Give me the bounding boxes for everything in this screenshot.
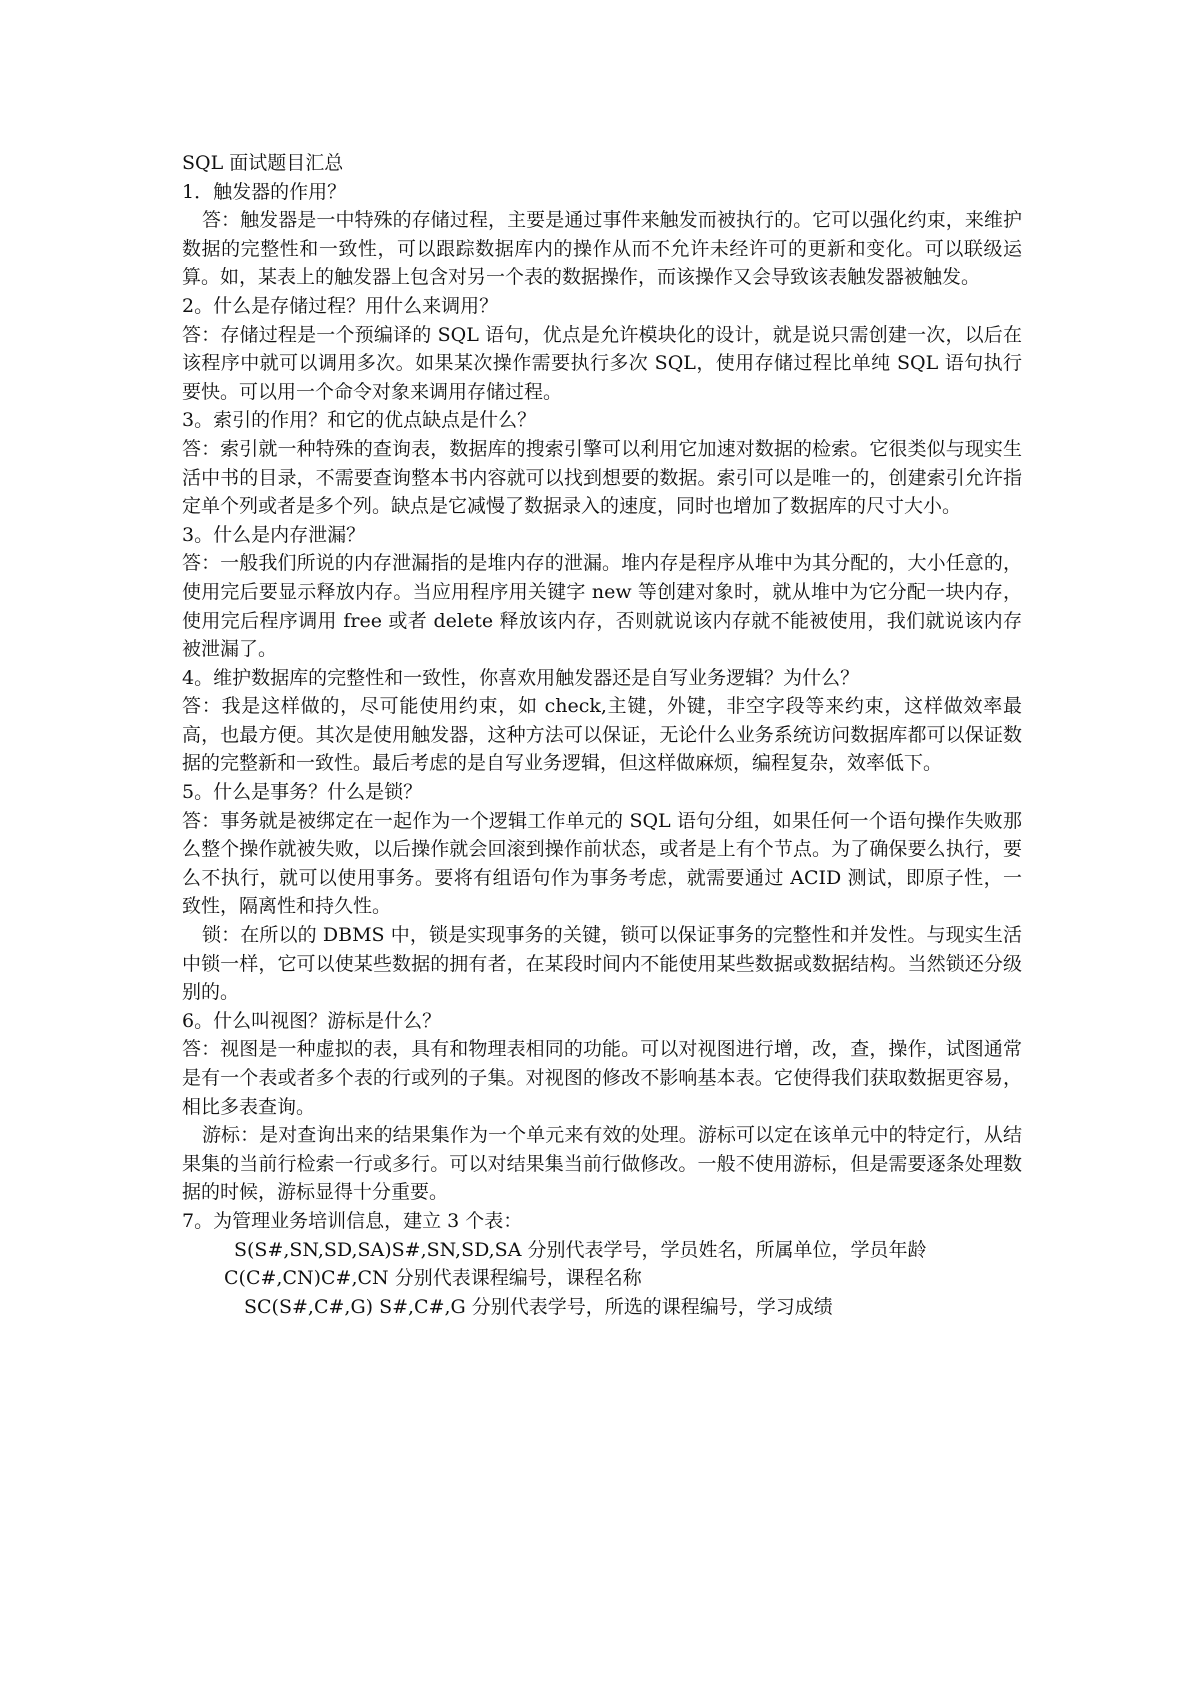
answer-2: 答：存储过程是一个预编译的 SQL 语句，优点是允许模块化的设计，就是说只需创建一次，以后在该程序中就可以调用多次。如果某次操作需要执行多次 SQL，使用存储过程比单纯 SQL 语句执行要快。可以用一个命令对象来调用存储过程。	[182, 323, 1022, 403]
question-6: 6。什么叫视图？游标是什么？	[182, 1009, 442, 1032]
table-s-definition: S(S#,SN,SD,SA)S#,SN,SD,SA 分别代表学号，学员姓名，所属单位，学员年龄	[234, 1238, 927, 1261]
question-4: 4。维护数据库的完整性和一致性，你喜欢用触发器还是自写业务逻辑？为什么？	[182, 666, 860, 689]
document-page	[182, 149, 1022, 1321]
question-3b: 3。什么是内存泄漏？	[182, 523, 366, 546]
answer-5-transaction: 答：事务就是被绑定在一起作为一个逻辑工作单元的 SQL 语句分组，如果任何一个语句操作失败那么整个操作就被失败，以后操作就会回滚到操作前状态，或者是上有个节点。为了确保要么执行，要么不执行，就可以使用事务。要将有组语句作为事务考虑，就需要通过 ACID 测试，即原子性，一致性，隔离性和持久性。	[182, 809, 1022, 918]
document-title: SQL 面试题目汇总	[182, 152, 344, 174]
answer-4: 答：我是这样做的，尽可能使用约束，如 check,主键，外键，非空字段等来约束，这样做效率最高，也最方便。其次是使用触发器，这种方法可以保证，无论什么业务系统访问数据库都可以保证数据的完整新和一致性。最后考虑的是自写业务逻辑，但这样做麻烦，编程复杂，效率低下。	[182, 695, 1022, 775]
question-5: 5。什么是事务？什么是锁？	[182, 781, 423, 804]
answer-6-view: 答：视图是一种虚拟的表，具有和物理表相同的功能。可以对视图进行增，改，查，操作，试图通常是有一个表或者多个表的行或列的子集。对视图的修改不影响基本表。它使得我们获取数据更容易，相比多表查询。	[182, 1038, 1022, 1118]
table-c-definition: C(C#,CN)C#,CN 分别代表课程编号，课程名称	[224, 1267, 642, 1290]
question-7: 7。为管理业务培训信息，建立 3 个表：	[182, 1209, 523, 1232]
answer-5-lock: 锁：在所以的 DBMS 中，锁是实现事务的关键，锁可以保证事务的完整性和并发性。与现实生活中锁一样，它可以使某些数据的拥有者，在某段时间内不能使用某些数据或数据结构。当然锁还分级别的。	[182, 924, 1022, 1004]
question-3: 3。索引的作用？和它的优点缺点是什么？	[182, 409, 537, 432]
question-1: 1．触发器的作用？	[182, 180, 347, 203]
answer-6-cursor: 游标：是对查询出来的结果集作为一个单元来有效的处理。游标可以定在该单元中的特定行，从结果集的当前行检索一行或多行。可以对结果集当前行做修改。一般不使用游标，但是需要逐条处理数据的时候，游标显得十分重要。	[182, 1124, 1022, 1204]
answer-1: 答：触发器是一中特殊的存储过程，主要是通过事件来触发而被执行的。它可以强化约束，来维护数据的完整性和一致性，可以跟踪数据库内的操作从而不允许未经许可的更新和变化。可以联级运算。如，某表上的触发器上包含对另一个表的数据操作，而该操作又会导致该表触发器被触发。	[182, 209, 1022, 289]
question-2: 2。什么是存储过程？用什么来调用？	[182, 294, 499, 317]
answer-3b: 答：一般我们所说的内存泄漏指的是堆内存的泄漏。堆内存是程序从堆中为其分配的，大小任意的，使用完后要显示释放内存。当应用程序用关键字 new 等创建对象时，就从堆中为它分配一块内存，使用完后程序调用 free 或者 delete 释放该内存，否则就说该内存就不能被使用，我们就说该内存被泄漏了。	[182, 552, 1022, 661]
table-sc-definition: SC(S#,C#,G) S#,C#,G 分别代表学号，所选的课程编号，学习成绩	[244, 1295, 833, 1318]
answer-3: 答：索引就一种特殊的查询表，数据库的搜索引擎可以利用它加速对数据的检索。它很类似与现实生活中书的目录，不需要查询整本书内容就可以找到想要的数据。索引可以是唯一的，创建索引允许指定单个列或者是多个列。缺点是它减慢了数据录入的速度，同时也增加了数据库的尺寸大小。	[182, 437, 1022, 518]
